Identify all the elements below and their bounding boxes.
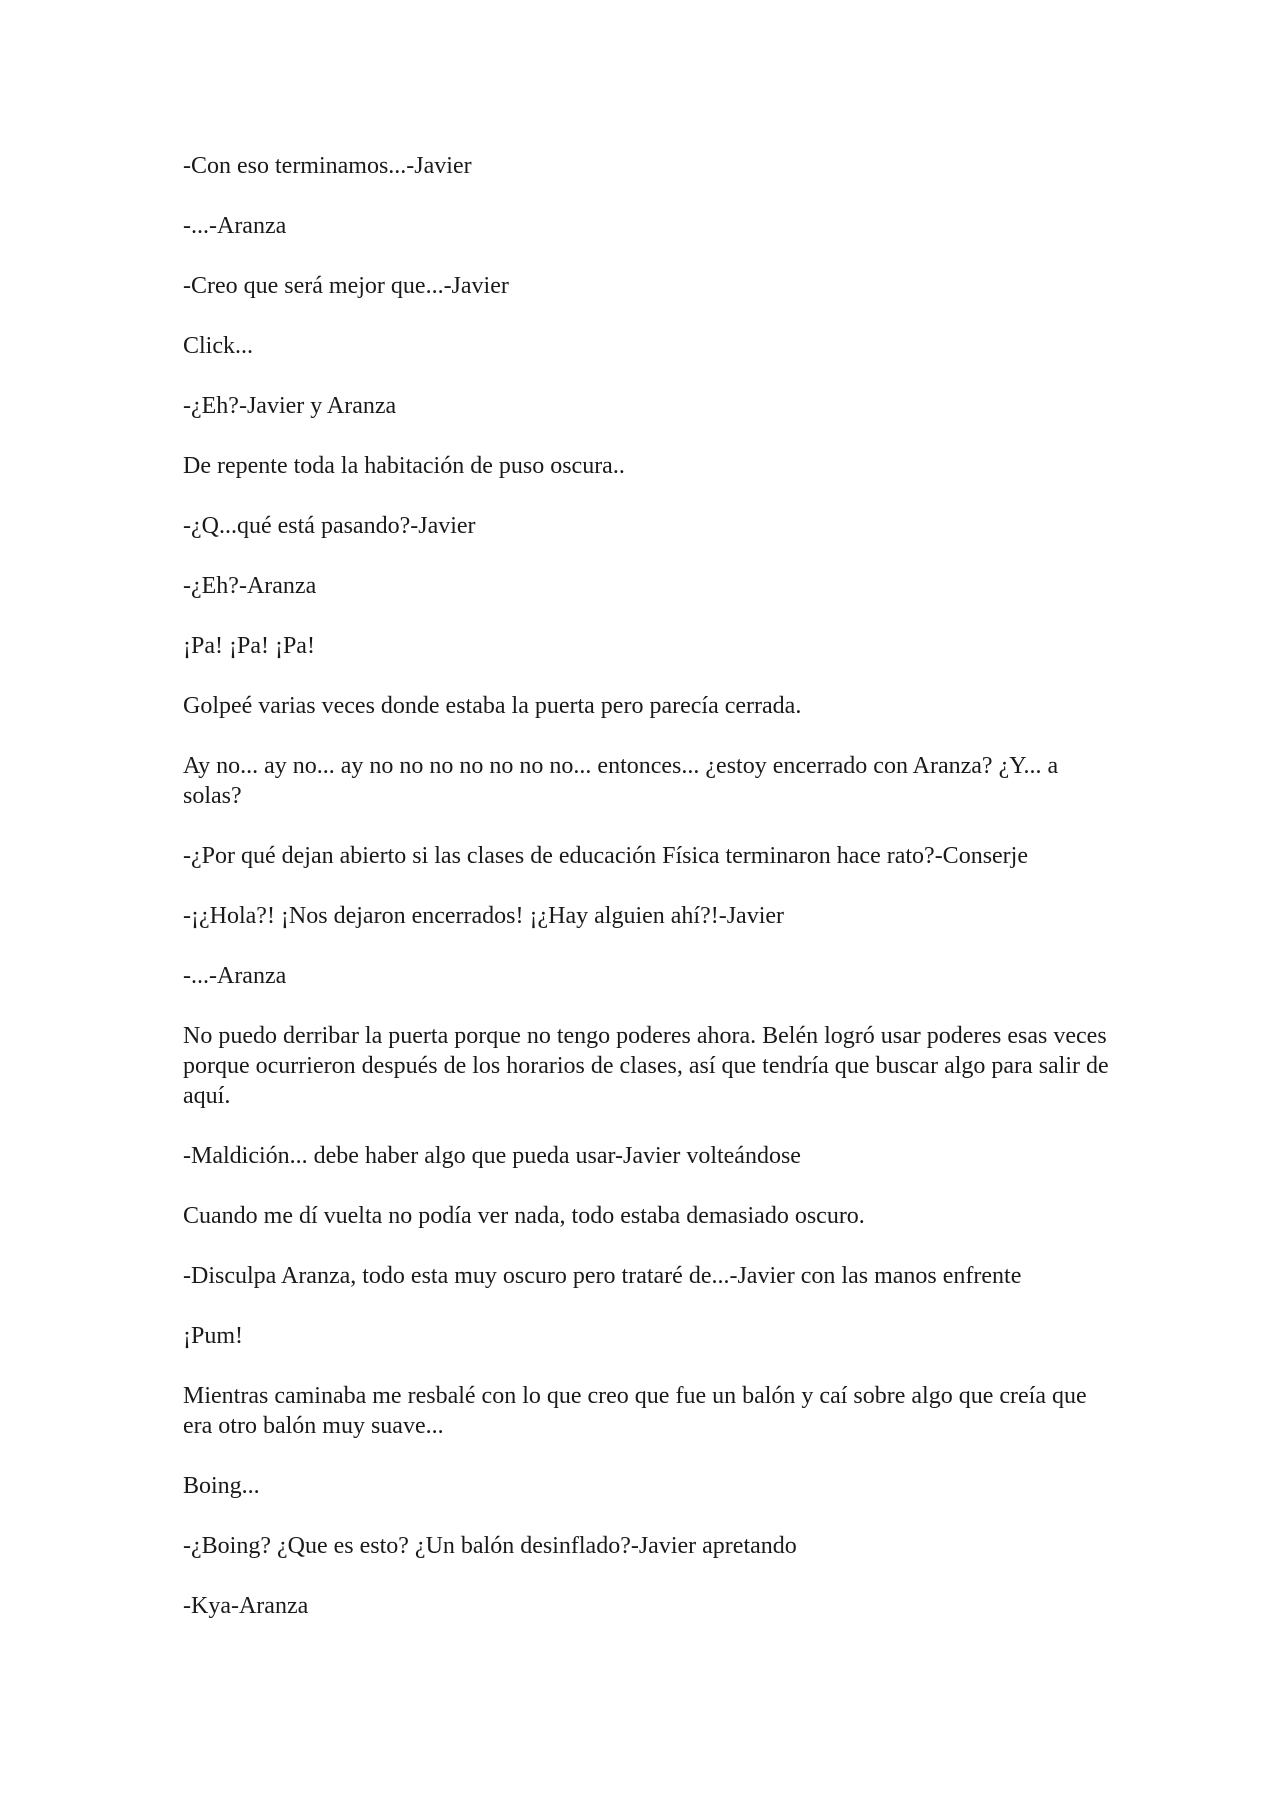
paragraph: Ay no... ay no... ay no no no no no no no... entonces... ¿estoy encerrado con Aranza? ¿Y... a solas?	[183, 753, 1059, 809]
paragraph: De repente toda la habitación de puso oscura..	[183, 453, 625, 479]
paragraph: ¡Pum!	[183, 1323, 243, 1349]
paragraph: -Disculpa Aranza, todo esta muy oscuro pero trataré de...-Javier con las manos enfrente	[183, 1263, 1022, 1289]
paragraph: -¿Por qué dejan abierto si las clases de educación Física terminaron hace rato?-Conserje	[183, 843, 1028, 869]
paragraph: ¡Pa! ¡Pa! ¡Pa!	[183, 633, 315, 659]
text-body	[183, 151, 1113, 1651]
paragraph: Cuando me dí vuelta no podía ver nada, todo estaba demasiado oscuro.	[183, 1203, 865, 1229]
paragraph: -Con eso terminamos...-Javier	[183, 153, 472, 179]
paragraph: No puedo derribar la puerta porque no tengo poderes ahora. Belén logró usar poderes esas veces porque ocurrieron después de los horarios de clases, así que tendría que buscar algo para salir de aquí.	[183, 1023, 1109, 1109]
paragraph: -Maldición... debe haber algo que pueda usar-Javier volteándose	[183, 1143, 801, 1169]
paragraph: -¿Q...qué está pasando?-Javier	[183, 513, 476, 539]
paragraph: Golpeé varias veces donde estaba la puerta pero parecía cerrada.	[183, 693, 802, 719]
paragraph: -¿Eh?-Aranza	[183, 573, 317, 599]
paragraph: -¡¿Hola?! ¡Nos dejaron encerrados! ¡¿Hay alguien ahí?!-Javier	[183, 903, 785, 929]
paragraph: Boing...	[183, 1473, 260, 1499]
paragraph: -Kya-Aranza	[183, 1593, 309, 1619]
paragraph: -¿Boing? ¿Que es esto? ¿Un balón desinflado?-Javier apretando	[183, 1533, 797, 1559]
paragraph: -...-Aranza	[183, 963, 287, 989]
paragraph: Click...	[183, 333, 253, 359]
paragraph: -¿Eh?-Javier y Aranza	[183, 393, 397, 419]
paragraph: Mientras caminaba me resbalé con lo que creo que fue un balón y caí sobre algo que creía que era otro balón muy suave...	[183, 1383, 1087, 1439]
paragraph: -Creo que será mejor que...-Javier	[183, 273, 509, 299]
paragraph: -...-Aranza	[183, 213, 287, 239]
